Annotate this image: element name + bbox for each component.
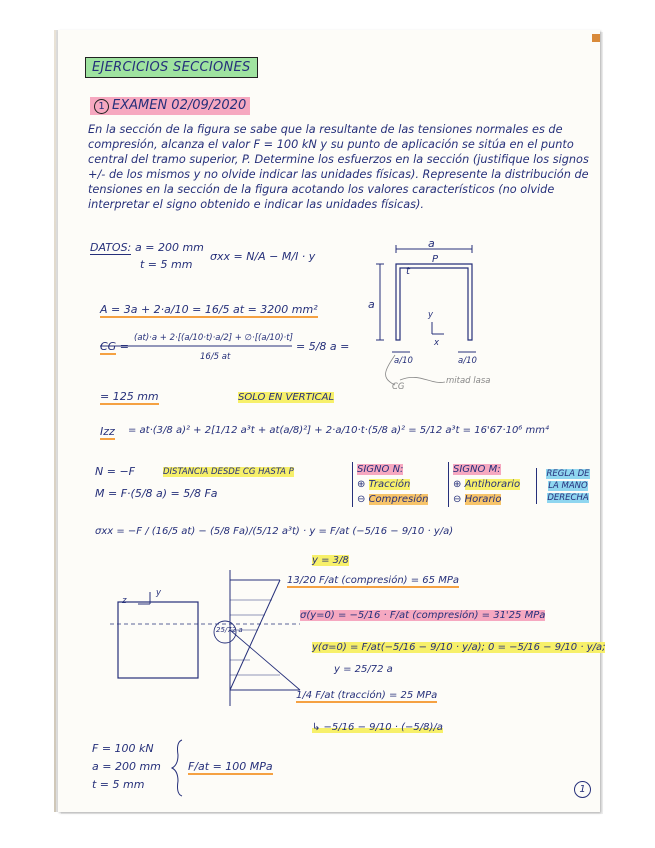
inertia-label: Izz <box>100 425 115 438</box>
neutral-axis-eq: y(σ=0) = F/at(−5/16 − 9/10 · y/a); 0 = −5/16 − 9/10 · y/a; <box>312 642 606 653</box>
mid-stress-value: σ(y=0) = −5/16 · F/at (compresión) = 31'25 MPa <box>300 610 546 621</box>
datos-a: a = 200 mm <box>135 241 204 254</box>
page-number: 1 <box>574 781 591 798</box>
cg-numerator: (at)·a + 2·[(a/10·t)·a/2] + ∅·[(a/10)·t] <box>134 333 293 343</box>
summary-ratio: F/at = 100 MPa <box>188 760 273 773</box>
summary-a: a = 200 mm <box>92 760 161 773</box>
stress-axis-z: z <box>122 596 127 606</box>
signo-m-title: SIGNO M: <box>453 464 501 475</box>
fig-y-axis: y <box>428 310 434 320</box>
solo-vertical-note: SOLO EN VERTICAL <box>238 392 335 403</box>
effort-m: M = F·(5/8 a) = 5/8 Fa <box>95 487 218 500</box>
fig-dim-a-top: a <box>428 237 435 250</box>
fig-dim-a-left: a <box>368 298 375 311</box>
signo-n-minus: ⊖ Compresión <box>357 494 429 505</box>
signo-n-box <box>352 462 428 507</box>
neutral-axis-result: y = 25/72 a <box>334 664 393 675</box>
fig-dim-right: a/10 <box>458 356 477 366</box>
area-formula: A = 3a + 2·a/10 = 16/5 at = 3200 mm² <box>100 303 318 316</box>
problem-statement: En la sección de la figura se sabe que la resultante de las tensiones normales es de compresión, alcanza el valor F = 100 kN y su punto de aplicación se sitúa en el punto central del tramo superior, P. Determine los esfuerzos en la sección (justifique los signos +/- de los mismos y no olvide indicar las unidades físicas). Represente la distribución de tensiones en la sección de la figura acotando los valores característicos (no olvide interpretar el signo obtenido e indicar las unidades físicas). <box>88 123 589 211</box>
y-top-label: y = 3/8 <box>312 555 349 566</box>
neutral-marker: 25/72 a <box>216 626 243 634</box>
cg-result: = 5/8 a = <box>296 340 350 353</box>
cg-denominator: 16/5 at <box>200 352 231 362</box>
signo-n-title: SIGNO N: <box>357 464 404 475</box>
bottom-stress-value: 1/4 F/at (tracción) = 25 MPa <box>296 690 438 701</box>
sigma-expression: σxx = −F / (16/5 at) − (5/8 Fa)/(5/12 a³t) · y = F/at (−5/16 − 9/10 · y/a) <box>95 526 454 537</box>
exam-number: 1 <box>94 99 109 114</box>
datos-t: t = 5 mm <box>140 258 193 271</box>
summary-f: F = 100 kN <box>92 742 154 755</box>
exam-label: EXAMEN 02/09/2020 <box>112 98 247 113</box>
top-stress-value: 13/20 F/at (compresión) = 65 MPa <box>287 575 459 586</box>
regla-mano-derecha: REGLA DE LA MANO DERECHA <box>536 468 596 504</box>
signo-n-plus: ⊕ Tracción <box>357 479 411 490</box>
page-title: EJERCICIOS SECCIONES <box>85 57 258 78</box>
datos-label: DATOS: <box>90 241 132 254</box>
signo-m-minus: ⊖ Horario <box>453 494 502 505</box>
fig-z-axis: x <box>434 338 440 348</box>
fig-t-label: t <box>406 266 410 277</box>
bottom-note: ↳ −5/16 − 9/10 · (−5/8)/a <box>312 722 443 733</box>
signo-m-box <box>448 462 520 507</box>
cg-label: CG = <box>100 340 129 353</box>
fig-p-label: P <box>432 254 439 265</box>
summary-t: t = 5 mm <box>92 778 145 791</box>
fig-mitad-note: mitad lasa <box>446 376 491 386</box>
cg-value: = 125 mm <box>100 390 159 403</box>
distancia-note: DISTANCIA DESDE CG HASTA P <box>163 467 294 477</box>
fig-cg-note: CG <box>392 382 405 392</box>
stress-axis-y: y <box>156 588 162 598</box>
signo-m-plus: ⊕ Antihorario <box>453 479 521 490</box>
fig-dim-left: a/10 <box>394 356 413 366</box>
inertia-formula: = at·(3/8 a)² + 2[1/12 a³t + at(a/8)²] + 2·a/10·t·(5/8 a)² = 5/12 a³t = 16'67·10⁶ mm⁴ <box>128 425 549 436</box>
stress-formula: σxx = N/A − M/I · y <box>210 250 316 263</box>
effort-n: N = −F <box>95 465 135 478</box>
